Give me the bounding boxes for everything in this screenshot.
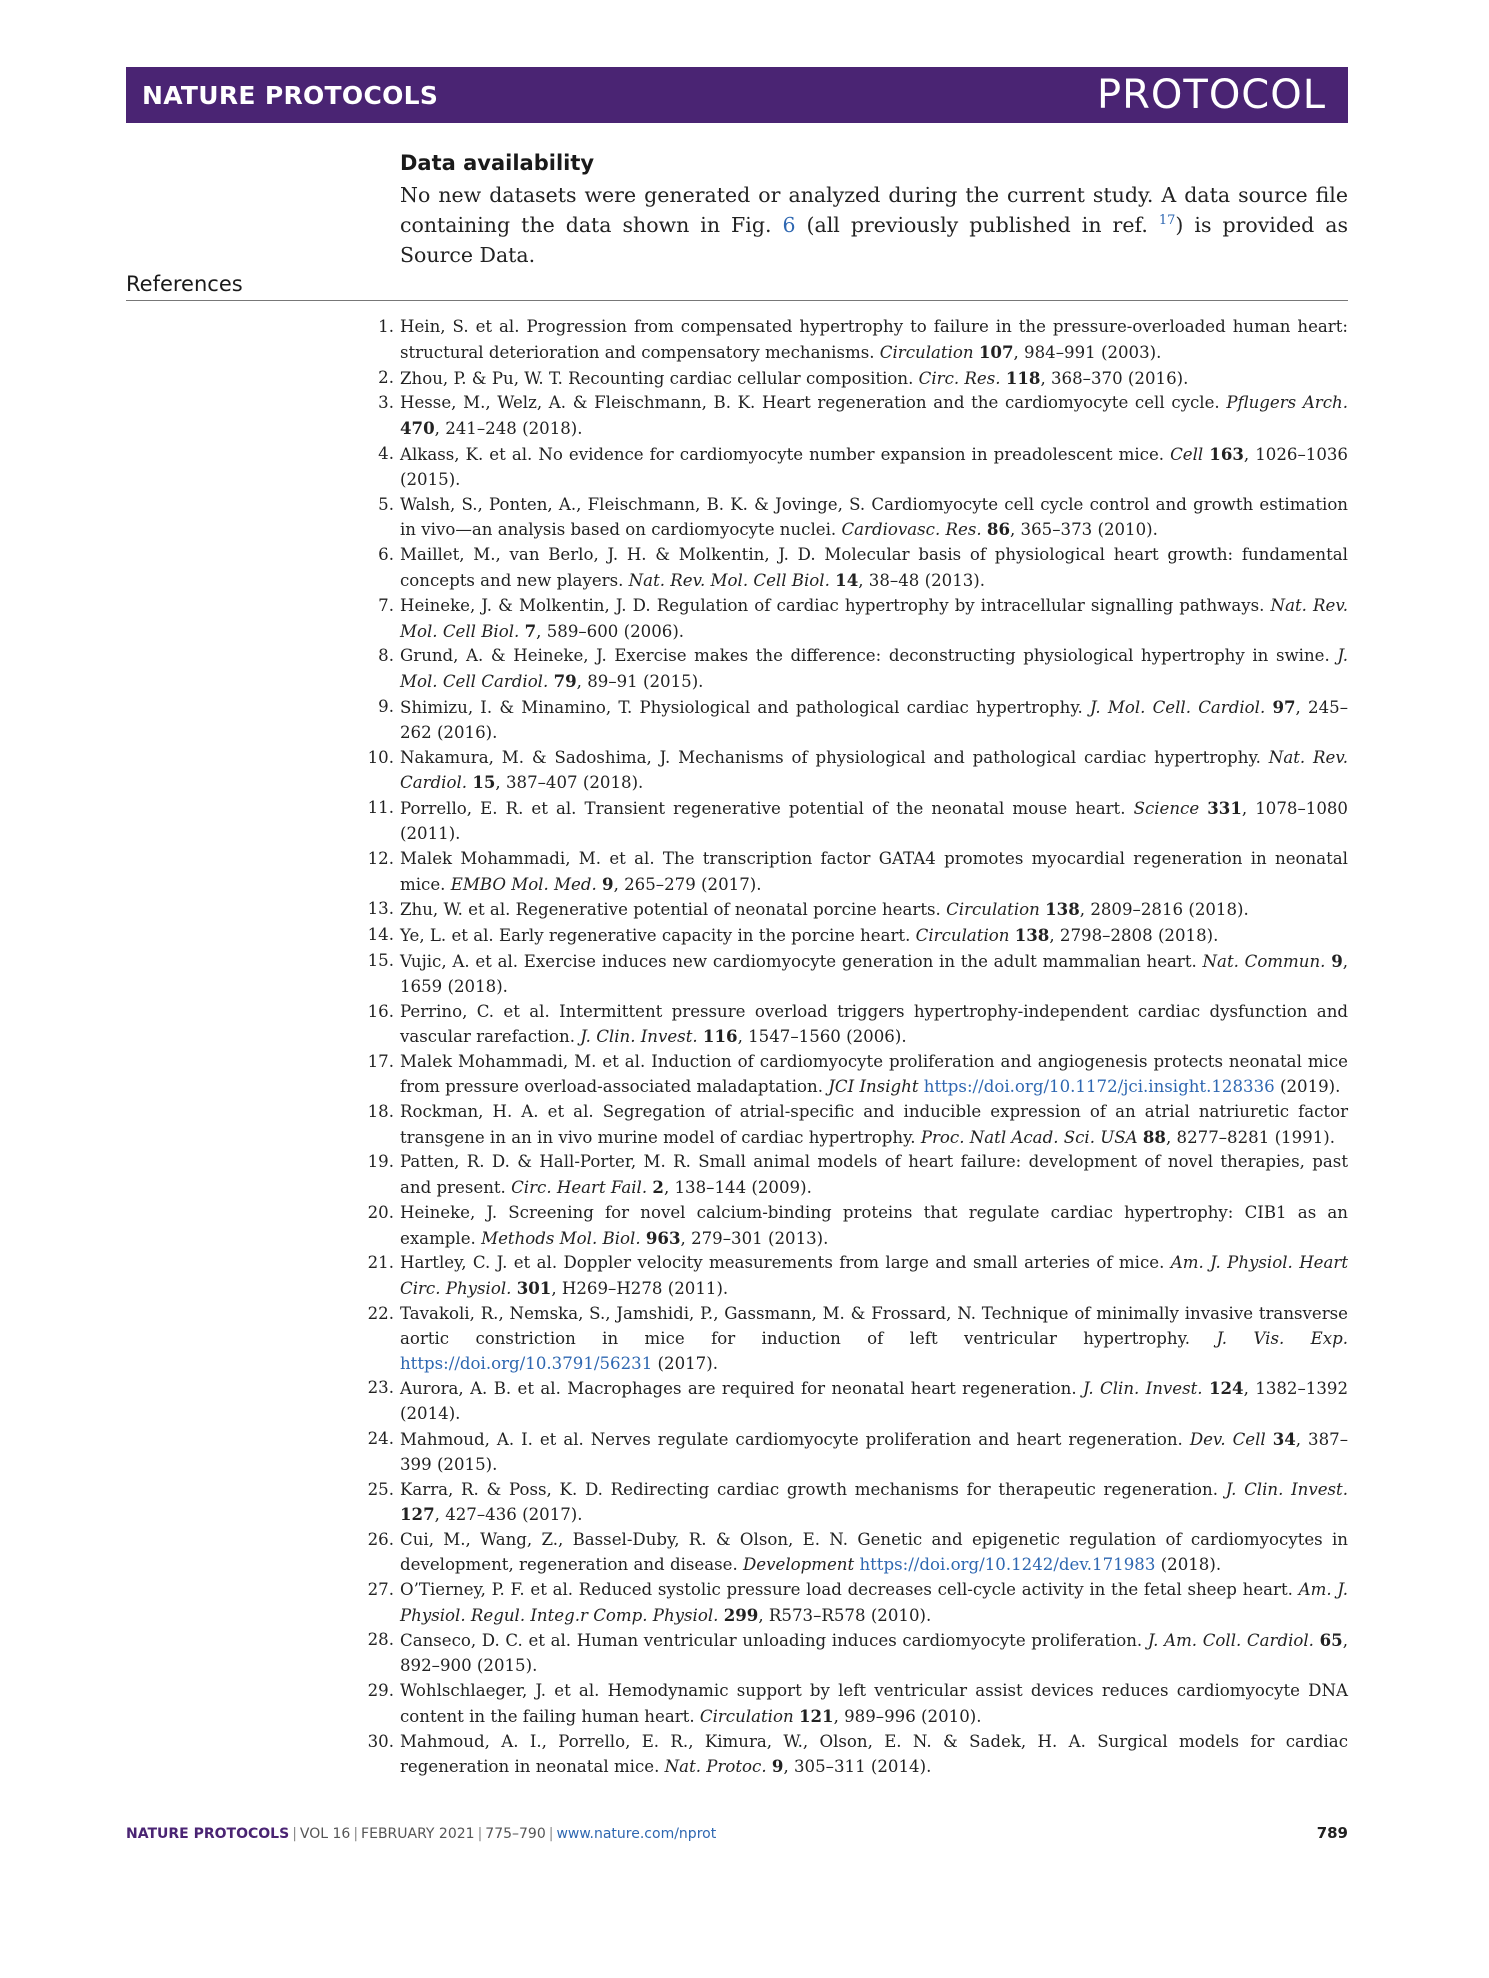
- reference-item: [378, 442, 1348, 493]
- journal-title: Circulation: [699, 1706, 794, 1726]
- reference-item: [367, 949, 1349, 1000]
- reference-text: Porrello, E. R. et al. Transient regenerative potential of the neonatal mouse heart.: [400, 799, 1134, 819]
- reference-text: , 8277–8281 (1991).: [1165, 1127, 1336, 1147]
- reference-text: Shimizu, I. & Minamino, T. Physiological and pathological cardiac hypertrophy.: [400, 697, 1091, 717]
- reference-text: , 305–311 (2014).: [783, 1757, 932, 1777]
- reference-number: 2.: [378, 367, 394, 387]
- reference-item: [367, 1628, 1348, 1679]
- footer-separator: |: [353, 1826, 359, 1842]
- reference-text: Mahmoud, A. I., Porrello, E. R., Kimura, W., Olson, E. N. & Sadek, H. A. Surgical models for cardiac regeneration in neonatal mice.: [400, 1731, 1348, 1777]
- reference-text: , 427–436 (2017).: [434, 1505, 583, 1525]
- reference-item: [367, 897, 1348, 923]
- volume-number: 2: [652, 1177, 664, 1198]
- page-number: 789: [1316, 1824, 1348, 1842]
- reference-item: [367, 1730, 1348, 1781]
- volume-number: 107: [978, 341, 1014, 362]
- reference-item: [367, 923, 1348, 949]
- reference-list: [367, 315, 1349, 1780]
- reference-text: Grund, A. & Heineke, J. Exercise makes the difference: deconstructing physiological hypertrophy in swine.: [400, 646, 1338, 666]
- reference-text: , 589–600 (2006).: [536, 621, 685, 641]
- journal-banner: [126, 67, 1348, 123]
- journal-title: Cardiovasc. Res.: [841, 520, 982, 540]
- footer-separator: |: [292, 1826, 297, 1842]
- data-availability-heading: Data availability: [400, 151, 595, 175]
- figure-link[interactable]: 6: [782, 213, 796, 237]
- reference-number: 24.: [367, 1429, 394, 1449]
- journal-title: Nat. Commun.: [1202, 951, 1326, 971]
- reference-number: 12.: [367, 848, 394, 868]
- reference-link[interactable]: 17: [1158, 213, 1176, 228]
- footer-citation: [126, 1826, 716, 1842]
- reference-text: Zhou, P. & Pu, W. T. Recounting cardiac cellular composition.: [400, 368, 919, 388]
- reference-number: 4.: [378, 443, 394, 463]
- reference-item: [367, 1100, 1348, 1151]
- journal-title: J. Clin. Invest.: [1083, 1379, 1203, 1399]
- journal-title: Development: [743, 1555, 855, 1575]
- journal-title: Dev. Cell: [1189, 1430, 1266, 1450]
- reference-text: Vujic, A. et al. Exercise induces new cardiomyocyte generation in the adult mammalian heart.: [400, 951, 1203, 971]
- reference-number: 3.: [378, 393, 394, 413]
- references-heading: References: [126, 272, 243, 296]
- da-text-1: No new datasets were generated or analyzed during the current study. A data source file containing the data shown in Fig.: [400, 183, 1348, 237]
- reference-text: , 1382–1392 (2014).: [400, 1379, 1349, 1424]
- reference-item: [378, 543, 1348, 594]
- reference-text: Hein, S. et al. Progression from compensated hypertrophy to failure in the pressure-overloaded human heart: structural deterioration and compensatory mechanisms.: [400, 317, 1348, 362]
- reference-item: [367, 746, 1349, 797]
- volume-number: 299: [723, 1604, 759, 1625]
- reference-number: 16.: [367, 1001, 394, 1021]
- reference-text: , 241–248 (2018).: [434, 419, 583, 439]
- reference-text: , 38–48 (2013).: [858, 570, 986, 590]
- reference-number: 23.: [367, 1378, 394, 1398]
- footer-separator: |: [548, 1826, 554, 1842]
- da-text-2: (all previously published in ref.: [795, 213, 1159, 237]
- footer-separator: |: [477, 1826, 483, 1842]
- journal-title: Pflugers Arch.: [1226, 393, 1348, 413]
- reference-text: Canseco, D. C. et al. Human ventricular unloading induces cardiomyocyte proliferation.: [400, 1631, 1148, 1651]
- volume-number: 65: [1319, 1630, 1343, 1651]
- volume-number: 470: [400, 418, 435, 439]
- journal-name: NATURE PROTOCOLS: [142, 80, 439, 110]
- journal-title: J. Mol. Cell. Cardiol.: [1090, 697, 1266, 717]
- volume-number: 127: [400, 1504, 435, 1525]
- reference-item: [378, 493, 1348, 544]
- reference-number: 25.: [367, 1479, 394, 1499]
- volume-number: 301: [516, 1278, 552, 1299]
- volume-number: 14: [835, 569, 859, 590]
- footer-journal: NATURE PROTOCOLS: [126, 1826, 290, 1842]
- reference-text: , 984–991 (2003).: [1013, 342, 1162, 362]
- reference-item: [367, 1578, 1348, 1629]
- reference-item: [367, 1150, 1348, 1201]
- volume-number: 34: [1272, 1429, 1296, 1450]
- reference-number: 27.: [367, 1579, 394, 1599]
- reference-item: [378, 695, 1348, 746]
- volume-number: 15: [472, 772, 496, 793]
- reference-item: [378, 315, 1348, 366]
- reference-number: 8.: [378, 646, 394, 666]
- journal-title: J. Am. Coll. Cardiol.: [1147, 1631, 1314, 1651]
- reference-text: Hesse, M., Welz, A. & Fleischmann, B. K. Heart regeneration and the cardiomyocyte cell cycle.: [400, 393, 1227, 413]
- reference-text: (2019).: [1274, 1076, 1341, 1096]
- reference-number: 11.: [367, 798, 394, 818]
- reference-number: 17.: [367, 1052, 394, 1072]
- journal-title: Nat. Rev. Mol. Cell Biol.: [400, 595, 1349, 641]
- reference-text: , 387–407 (2018).: [495, 773, 644, 793]
- journal-title: EMBO Mol. Med.: [450, 874, 597, 894]
- journal-title: Methods Mol. Biol.: [481, 1228, 641, 1248]
- journal-title: Circulation: [879, 342, 974, 362]
- reference-text: Ye, L. et al. Early regenerative capacity in the porcine heart.: [400, 926, 916, 946]
- reference-item: [367, 796, 1348, 847]
- reference-number: 10.: [367, 747, 394, 767]
- volume-number: 121: [798, 1705, 834, 1726]
- reference-number: 14.: [367, 925, 394, 945]
- reference-number: 22.: [367, 1304, 394, 1324]
- references-divider: [126, 300, 1348, 301]
- reference-text: Perrino, C. et al. Intermittent pressure overload triggers hypertrophy-independent cardiac dysfunction and vascular rarefaction.: [400, 1001, 1348, 1047]
- reference-item: [367, 1528, 1348, 1578]
- reference-text: Zhu, W. et al. Regenerative potential of neonatal porcine hearts.: [400, 900, 947, 920]
- reference-text: , 279–301 (2013).: [680, 1228, 829, 1248]
- doi-link[interactable]: https://doi.org/10.3791/56231: [400, 1353, 653, 1373]
- reference-number: 28.: [367, 1630, 394, 1650]
- reference-number: 21.: [367, 1253, 394, 1273]
- reference-text: Nakamura, M. & Sadoshima, J. Mechanisms of physiological and pathological cardiac hypertrophy.: [400, 747, 1269, 767]
- reference-text: Hartley, C. J. et al. Doppler velocity measurements from large and small arteries of mice.: [400, 1253, 1171, 1273]
- reference-item: [367, 1201, 1348, 1252]
- reference-text: (2018).: [1155, 1555, 1222, 1575]
- volume-number: 7: [524, 620, 537, 641]
- article-type: PROTOCOL: [1096, 72, 1326, 118]
- journal-title: Am. J. Physiol. Regul. Integ.r Comp. Physiol.: [400, 1579, 1348, 1625]
- journal-title: Circ. Res.: [918, 368, 1001, 388]
- reference-text: , 387–399 (2015).: [400, 1430, 1348, 1474]
- reference-item: [378, 391, 1348, 442]
- reference-number: 15.: [367, 950, 394, 970]
- reference-item: [367, 1000, 1348, 1051]
- volume-number: 331: [1207, 798, 1242, 819]
- reference-number: 18.: [367, 1101, 394, 1121]
- volume-number: 163: [1209, 443, 1244, 464]
- da-text-3: ) is provided as Source Data.: [400, 213, 1348, 267]
- reference-text: Walsh, S., Ponten, A., Fleischmann, B. K. & Jovinge, S. Cardiomyocyte cell cycle control and growth estimation in vivo—an analysis based on cardiomyocyte nuclei.: [400, 494, 1348, 540]
- reference-item: [378, 366, 1348, 392]
- journal-title: J. Clin. Invest.: [1225, 1479, 1349, 1499]
- reference-text: Tavakoli, R., Nemska, S., Jamshidi, P., Gassmann, M. & Frossard, N. Technique of minimally invasive transverse aortic constriction in mice for induction of left ventricular hypertrophy.: [400, 1304, 1348, 1348]
- reference-text: , 365–373 (2010).: [1010, 520, 1158, 540]
- reference-text: Patten, R. D. & Hall-Porter, M. R. Small animal models of heart failure: development of novel therapies, past and present.: [400, 1152, 1348, 1198]
- reference-text: , 1078–1080 (2011).: [400, 799, 1348, 843]
- reference-number: 13.: [367, 899, 394, 919]
- reference-item: [378, 644, 1348, 695]
- reference-item: [367, 1427, 1348, 1478]
- reference-text: , 265–279 (2017).: [613, 874, 762, 894]
- volume-number: 138: [1045, 899, 1080, 920]
- data-availability-text: [400, 180, 1348, 270]
- reference-text: Aurora, A. B. et al. Macrophages are required for neonatal heart regeneration.: [400, 1379, 1084, 1399]
- journal-title: Circulation: [946, 900, 1040, 920]
- volume-number: 88: [1142, 1126, 1166, 1147]
- volume-number: 97: [1272, 696, 1296, 717]
- reference-text: , R573–R578 (2010).: [758, 1605, 932, 1625]
- journal-title: JCI Insight: [828, 1076, 919, 1096]
- volume-number: 116: [702, 1026, 738, 1047]
- journal-title: Science: [1133, 799, 1200, 819]
- reference-item: [367, 1376, 1349, 1427]
- volume-number: 9: [771, 1756, 784, 1777]
- reference-text: , 989–996 (2010).: [833, 1706, 982, 1726]
- reference-number: 26.: [367, 1530, 394, 1550]
- reference-text: , 2809–2816 (2018).: [1079, 900, 1249, 920]
- reference-text: Rockman, H. A. et al. Segregation of atrial-specific and inducible expression of an atrial natriuretic factor transgene in an in vivo murine model of cardiac hypertrophy.: [400, 1101, 1348, 1147]
- reference-number: 7.: [378, 595, 394, 615]
- reference-text: , H269–H278 (2011).: [551, 1279, 729, 1299]
- volume-number: 9: [602, 873, 614, 894]
- reference-item: [367, 1679, 1348, 1730]
- doi-link[interactable]: https://doi.org/10.1172/jci.insight.128336: [923, 1076, 1275, 1096]
- reference-text: , 1659 (2018).: [400, 951, 1349, 996]
- reference-number: 30.: [367, 1731, 394, 1751]
- journal-title: Nat. Rev. Cardiol.: [400, 747, 1349, 793]
- reference-text: Cui, M., Wang, Z., Bassel-Duby, R. & Olson, E. N. Genetic and epigenetic regulation of cardiomyocytes in development, regeneration and disease.: [400, 1530, 1348, 1575]
- reference-text: Heineke, J. Screening for novel calcium-binding proteins that regulate cardiac hypertrophy: CIB1 as an example.: [400, 1202, 1348, 1248]
- reference-item: [367, 1251, 1348, 1302]
- reference-text: Maillet, M., van Berlo, J. H. & Molkentin, J. D. Molecular basis of physiological heart growth: fundamental concepts and new players.: [400, 545, 1348, 590]
- reference-text: (2017).: [652, 1353, 718, 1373]
- page-footer: [126, 1824, 1348, 1842]
- reference-number: 1.: [378, 317, 394, 336]
- reference-number: 9.: [378, 696, 394, 716]
- journal-title: J. Clin. Invest.: [580, 1027, 698, 1047]
- journal-title: Cell: [1170, 444, 1204, 464]
- reference-text: [1266, 1430, 1273, 1449]
- reference-text: , 245–262 (2016).: [400, 697, 1348, 742]
- journal-title: Circulation: [915, 926, 1010, 946]
- volume-number: 963: [645, 1227, 681, 1248]
- journal-title: Nat. Rev. Mol. Cell Biol.: [628, 570, 830, 590]
- journal-title: Nat. Protoc.: [664, 1757, 767, 1777]
- reference-text: Mahmoud, A. I. et al. Nerves regulate cardiomyocyte proliferation and heart regeneration.: [400, 1430, 1190, 1450]
- reference-item: [367, 1478, 1349, 1529]
- volume-number: 9: [1331, 950, 1343, 971]
- reference-text: , 368–370 (2016).: [1040, 368, 1189, 388]
- journal-title: Am. J. Physiol. Heart Circ. Physiol.: [400, 1253, 1348, 1299]
- reference-item: [367, 847, 1348, 898]
- volume-number: 124: [1208, 1378, 1244, 1399]
- reference-item: [367, 1050, 1348, 1100]
- reference-item: [367, 1302, 1348, 1376]
- reference-number: 20.: [367, 1202, 394, 1222]
- reference-number: 6.: [378, 545, 394, 565]
- reference-item: [378, 594, 1349, 645]
- reference-text: , 89–91 (2015).: [576, 672, 704, 692]
- footer-url-link[interactable]: www.nature.com/nprot: [556, 1826, 717, 1842]
- footer-date: FEBRUARY 2021: [361, 1826, 475, 1842]
- doi-link[interactable]: https://doi.org/10.1242/dev.171983: [859, 1555, 1156, 1575]
- reference-text: Alkass, K. et al. No evidence for cardiomyocyte number expansion in preadolescent mice.: [400, 444, 1171, 464]
- reference-text: Malek Mohammadi, M. et al. The transcription factor GATA4 promotes myocardial regeneration in neonatal mice.: [400, 848, 1348, 894]
- volume-number: 138: [1014, 925, 1050, 946]
- footer-pages: 775–790: [485, 1826, 546, 1842]
- reference-text: , 892–900 (2015).: [400, 1631, 1348, 1676]
- reference-number: 5.: [378, 494, 394, 514]
- reference-number: 19.: [367, 1152, 394, 1172]
- footer-volume: VOL 16: [299, 1826, 351, 1842]
- journal-title: Proc. Natl Acad. Sci. USA: [920, 1127, 1138, 1147]
- volume-number: 86: [986, 519, 1010, 540]
- reference-text: , 138–144 (2009).: [663, 1178, 812, 1198]
- reference-text: O’Tierney, P. F. et al. Reduced systolic pressure load decreases cell-cycle activity in the fetal sheep heart.: [400, 1579, 1299, 1599]
- reference-text: Heineke, J. & Molkentin, J. D. Regulation of cardiac hypertrophy by intracellular signalling pathways.: [400, 595, 1271, 615]
- reference-text: , 2798–2808 (2018).: [1049, 926, 1219, 946]
- reference-number: 29.: [367, 1681, 394, 1701]
- volume-number: 118: [1005, 367, 1041, 388]
- journal-title: J. Vis. Exp.: [1216, 1328, 1348, 1348]
- reference-text: Wohlschlaeger, J. et al. Hemodynamic support by left ventricular assist devices reduces cardiomyocyte DNA content in the failing human heart.: [400, 1681, 1348, 1726]
- journal-title: J. Mol. Cell Cardiol.: [400, 646, 1348, 692]
- reference-text: , 1026–1036 (2015).: [400, 444, 1348, 489]
- journal-title: Circ. Heart Fail.: [511, 1178, 648, 1198]
- reference-text: Malek Mohammadi, M. et al. Induction of cardiomyocyte proliferation and angiogenesis protects neonatal mice from pressure overload-associated maladaptation.: [400, 1052, 1348, 1096]
- reference-text: , 1547–1560 (2006).: [737, 1027, 907, 1047]
- volume-number: 79: [553, 671, 577, 692]
- reference-text: Karra, R. & Poss, K. D. Redirecting cardiac growth mechanisms for therapeutic regeneration.: [400, 1479, 1226, 1499]
